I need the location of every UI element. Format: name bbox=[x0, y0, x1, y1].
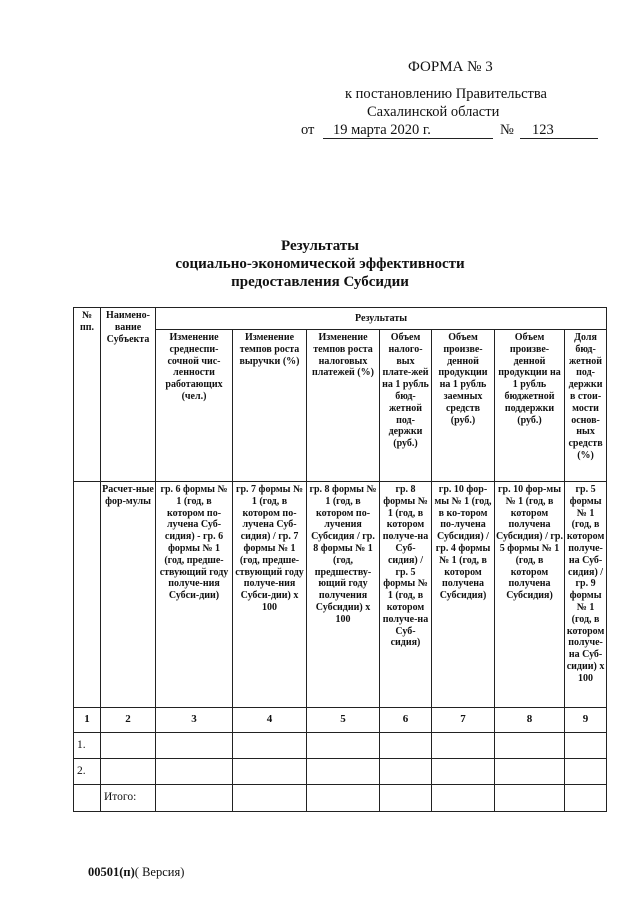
col-number-5: 5 bbox=[307, 708, 380, 733]
header-col-6: Объем налого-вых плате-жей на 1 рубль бюд-жетной под-держки (руб.) bbox=[380, 330, 432, 482]
table-cell bbox=[233, 785, 307, 812]
formula-col-4: гр. 7 формы № 1 (год, в котором по-лучена Суб-сидия) / гр. 7 формы № 1 (год, предше-ствующий году получе-ния Субси-дии) х 100 bbox=[233, 482, 307, 708]
header-col-5: Изменение темпов роста налоговых платежей (%) bbox=[307, 330, 380, 482]
table-cell bbox=[432, 733, 495, 759]
document-footer bbox=[88, 865, 184, 880]
table-cell bbox=[74, 785, 101, 812]
decree-date: 19 марта 2020 г. bbox=[333, 122, 431, 138]
table-cell bbox=[565, 759, 607, 785]
row-index: 2. bbox=[74, 759, 101, 785]
formula-label: Расчет-ные фор-мулы bbox=[101, 482, 156, 708]
table-cell bbox=[565, 733, 607, 759]
row-index: 1. bbox=[74, 733, 101, 759]
col-number-8: 8 bbox=[495, 708, 565, 733]
document-title-line-2: социально-экономической эффективности bbox=[175, 256, 465, 272]
table-cell bbox=[380, 785, 432, 812]
table-cell bbox=[156, 785, 233, 812]
table-cell bbox=[432, 785, 495, 812]
header-number: № пп. bbox=[74, 308, 101, 482]
column-number-row bbox=[74, 708, 607, 733]
table-cell bbox=[101, 759, 156, 785]
table-cell bbox=[495, 759, 565, 785]
table-cell bbox=[156, 759, 233, 785]
formula-col-3: гр. 6 формы № 1 (год, в котором по-лучена Суб-сидия) - гр. 6 формы № 1 (год, предше-ствующий году получе-ния Субси-дии) bbox=[156, 482, 233, 708]
header-col-4: Изменение темпов роста выручки (%) bbox=[233, 330, 307, 482]
decree-line-2: Сахалинской области bbox=[367, 104, 500, 120]
table-cell bbox=[307, 785, 380, 812]
formula-col-7: гр. 10 фор-мы № 1 (год, в ко-тором по-лучена Субсидия) / гр. 4 формы № 1 (год, в котором получена Субсидия) bbox=[432, 482, 495, 708]
table-cell bbox=[565, 785, 607, 812]
table-cell bbox=[432, 759, 495, 785]
col-number-7: 7 bbox=[432, 708, 495, 733]
col-number-3: 3 bbox=[156, 708, 233, 733]
decree-line-1: к постановлению Правительства bbox=[345, 86, 547, 102]
header-col-7: Объем произве-денной продукции на 1 рубль заемных средств (руб.) bbox=[432, 330, 495, 482]
table-cell bbox=[101, 733, 156, 759]
table-cell bbox=[233, 759, 307, 785]
formula-row bbox=[74, 482, 607, 708]
formula-col-8: гр. 10 фор-мы № 1 (год, в котором получена Субсидия) / гр. 5 формы № 1 (год, в котором получена Субсидия) bbox=[495, 482, 565, 708]
number-prefix: № bbox=[500, 122, 514, 138]
formula-row-blank bbox=[74, 482, 101, 708]
total-label: Итого: bbox=[101, 785, 156, 812]
table-header-row bbox=[74, 308, 607, 330]
col-number-4: 4 bbox=[233, 708, 307, 733]
header-col-8: Объем произве-денной продукции на 1 рубль бюджетной поддержки (руб.) bbox=[495, 330, 565, 482]
header-subject-name: Наимено-вание Субъекта bbox=[101, 308, 156, 482]
table-cell bbox=[156, 733, 233, 759]
date-prefix: от bbox=[301, 122, 315, 138]
col-number-1: 1 bbox=[74, 708, 101, 733]
table-cell bbox=[307, 759, 380, 785]
document-title-line-1: Результаты bbox=[281, 238, 359, 254]
document-title-line-3: предоставления Субсидии bbox=[231, 274, 409, 290]
header-results: Результаты bbox=[156, 308, 607, 330]
decree-number: 123 bbox=[532, 122, 554, 138]
formula-col-6: гр. 8 формы № 1 (год, в котором получе-на Суб-сидия) / гр. 5 формы № 1 (год, в котором получе-на Суб-сидия) bbox=[380, 482, 432, 708]
table-cell bbox=[233, 733, 307, 759]
table-cell bbox=[380, 733, 432, 759]
table-cell bbox=[495, 785, 565, 812]
form-label: ФОРМА № 3 bbox=[408, 59, 493, 75]
col-number-2: 2 bbox=[101, 708, 156, 733]
table-cell bbox=[495, 733, 565, 759]
table-cell bbox=[307, 733, 380, 759]
table-row bbox=[74, 733, 607, 759]
col-number-9: 9 bbox=[565, 708, 607, 733]
document-code: 00501(п) bbox=[88, 865, 135, 879]
table-cell bbox=[380, 759, 432, 785]
total-row bbox=[74, 785, 607, 812]
formula-col-9: гр. 5 формы № 1 (год, в котором получе-на Суб-сидия) / гр. 9 формы № 1 (год, в котором получе-на Суб-сидии) х 100 bbox=[565, 482, 607, 708]
table-row bbox=[74, 759, 607, 785]
col-number-6: 6 bbox=[380, 708, 432, 733]
formula-col-5: гр. 8 формы № 1 (год, в котором по-лучения Субсидия / гр. 8 формы № 1 (год, предшеству-ющий году получения Субсидии) х 100 bbox=[307, 482, 380, 708]
header-col-3: Изменение среднеспи-сочной чис-ленности работающих (чел.) bbox=[156, 330, 233, 482]
header-col-9: Доля бюд-жетной под-держки в стои-мости основ-ных средств (%) bbox=[565, 330, 607, 482]
document-version: ( Версия) bbox=[134, 865, 185, 879]
results-table bbox=[73, 307, 607, 812]
